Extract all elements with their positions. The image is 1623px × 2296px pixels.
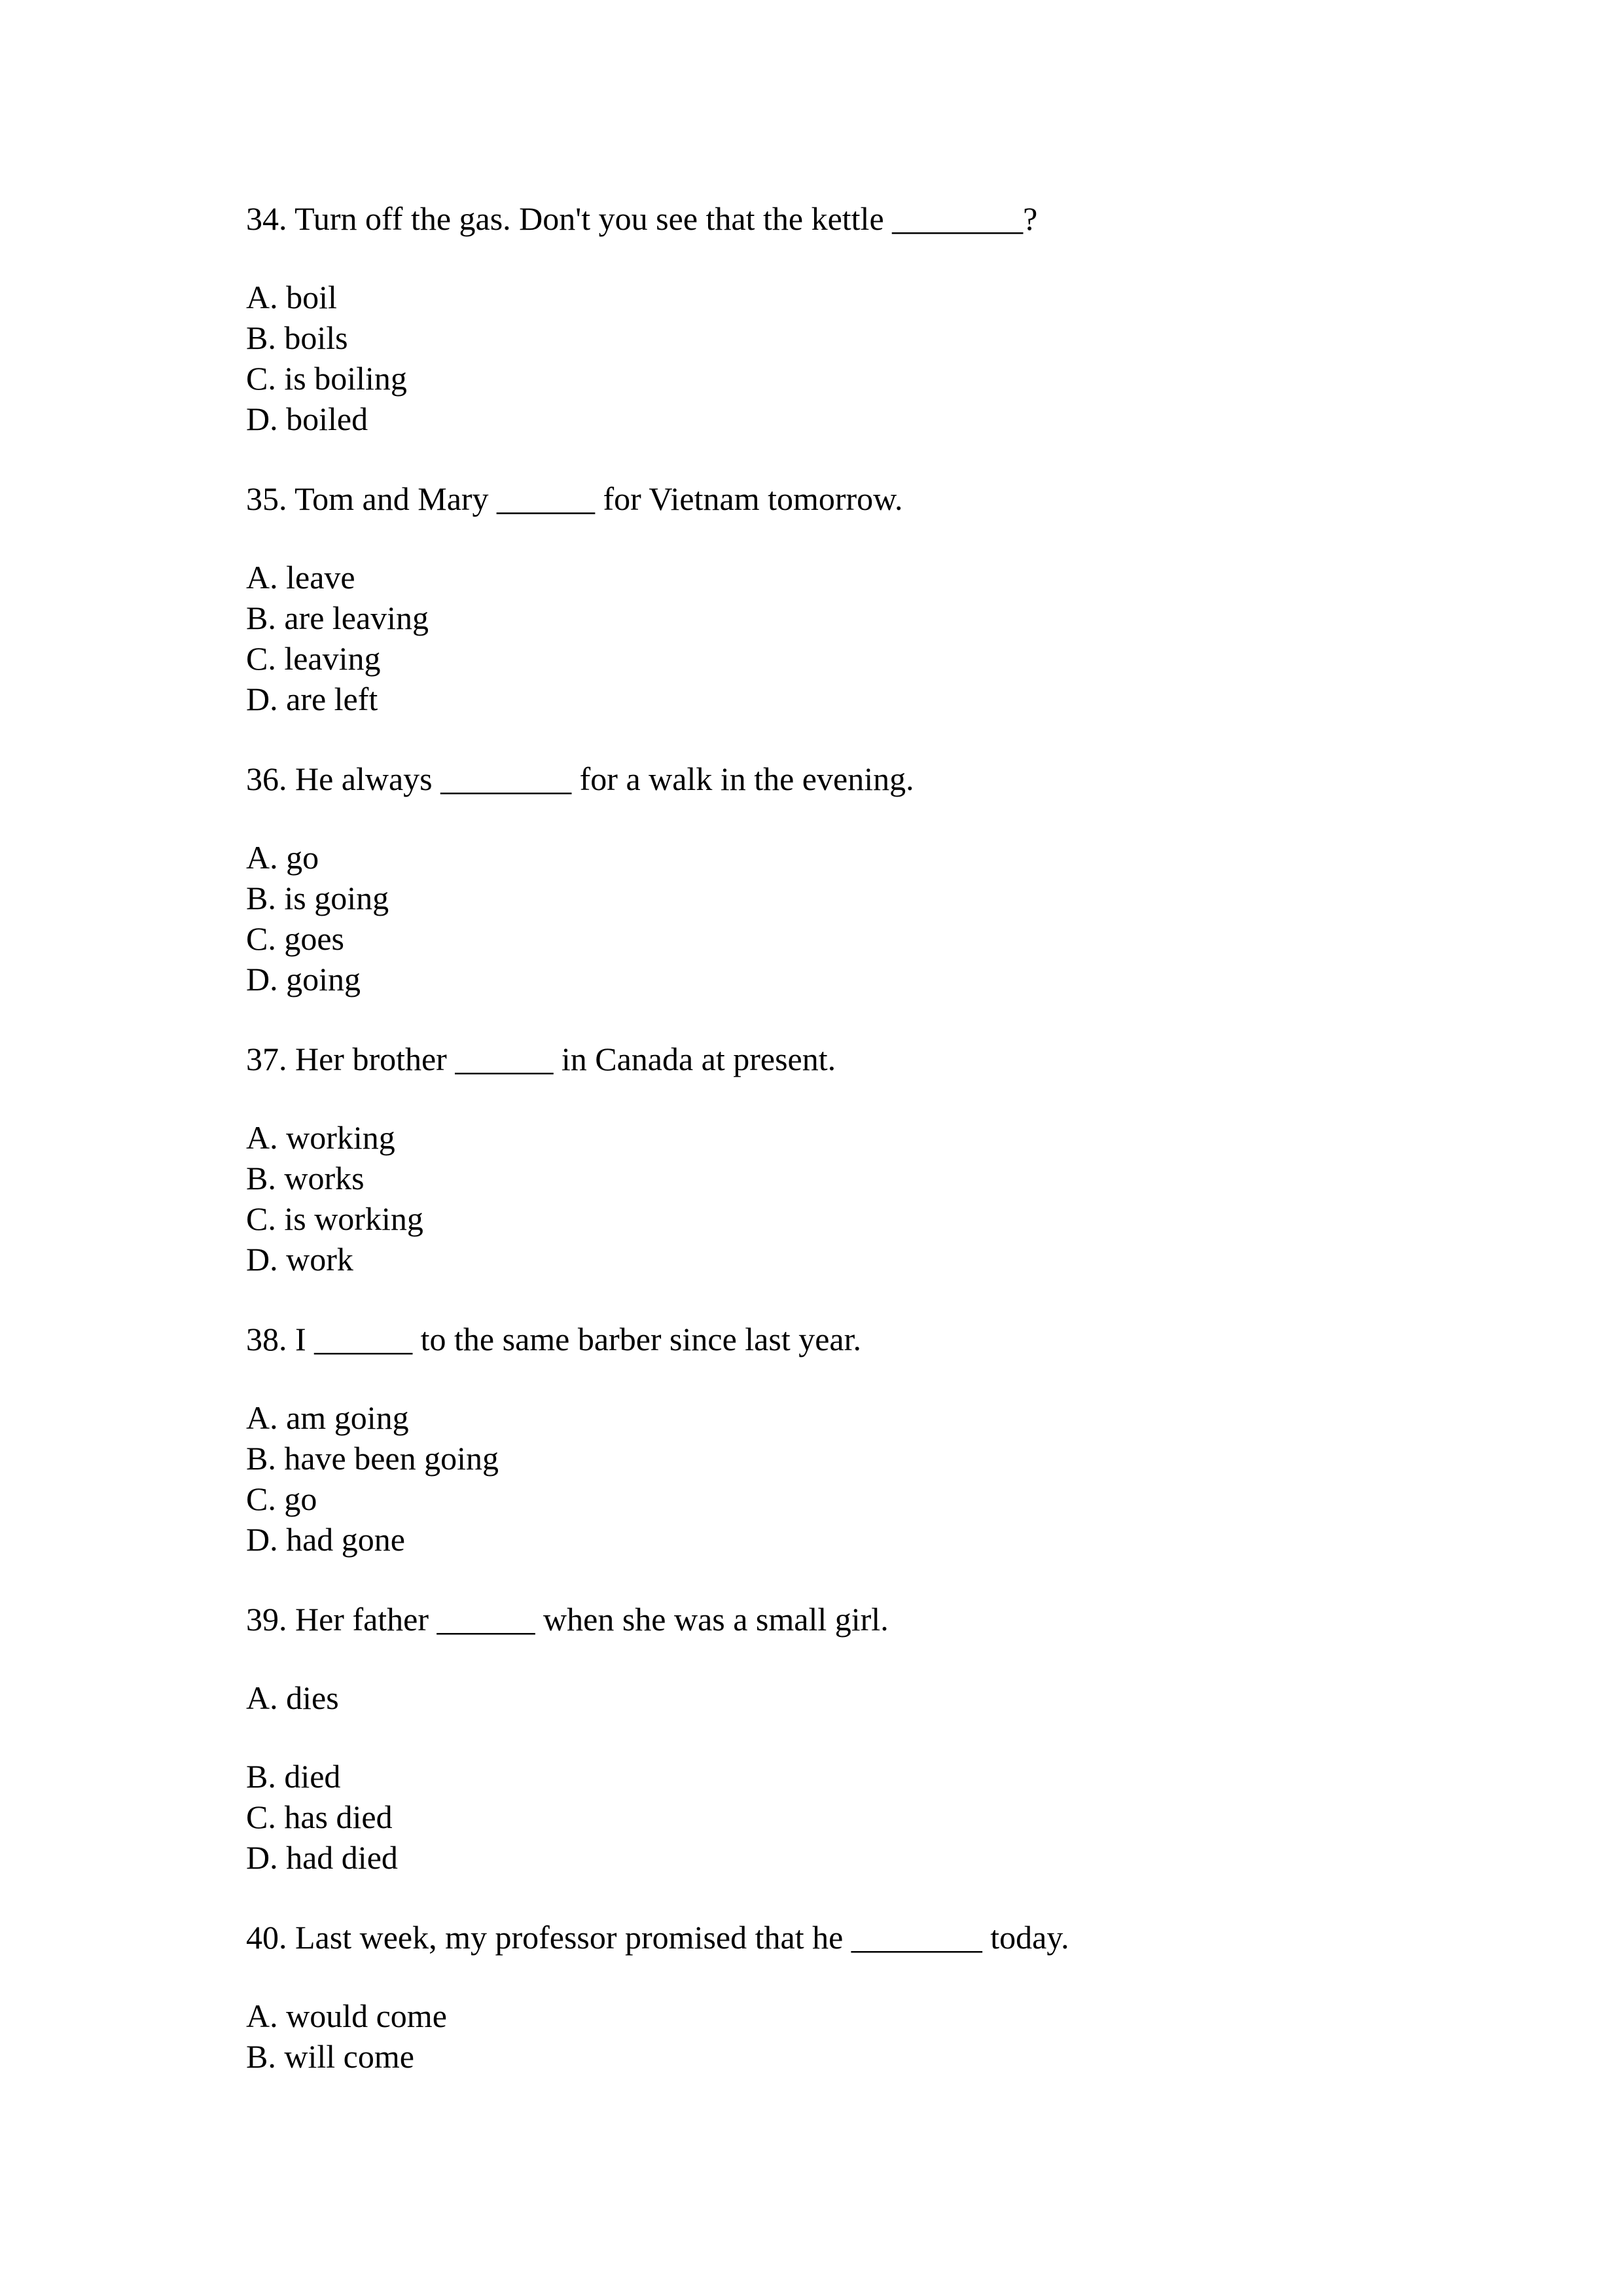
question-39-prompt: 39. Her father ______ when she was a small girl. (246, 1601, 889, 1638)
question-34-option-c: C. is boiling (246, 360, 407, 397)
question-39-option-a: A. dies (246, 1679, 339, 1716)
question-35-option-d: D. are left (246, 681, 378, 717)
question-34-prompt: 34. Turn off the gas. Don't you see that the kettle ________? (246, 200, 1038, 237)
question-40-prompt: 40. Last week, my professor promised that he ________ today. (246, 1919, 1069, 1956)
question-34-option-d: D. boiled (246, 401, 368, 437)
question-40-option-b: B. will come (246, 2038, 414, 2075)
question-37-option-d: D. work (246, 1241, 353, 1278)
question-37-option-c: C. is working (246, 1200, 423, 1237)
question-35-option-a: A. leave (246, 559, 355, 596)
question-35-prompt: 35. Tom and Mary ______ for Vietnam tomorrow. (246, 480, 903, 517)
question-34-option-b: B. boils (246, 319, 348, 356)
question-38-option-c: C. go (246, 1480, 317, 1517)
question-39-option-b: B. died (246, 1758, 341, 1795)
question-39-option-d: D. had died (246, 1839, 398, 1876)
question-37-option-a: A. working (246, 1119, 395, 1156)
question-36-option-d: D. going (246, 961, 361, 997)
question-34-option-a: A. boil (246, 279, 337, 315)
question-36-prompt: 36. He always ________ for a walk in the evening. (246, 761, 914, 797)
question-39-option-c: C. has died (246, 1799, 393, 1835)
question-38-option-d: D. had gone (246, 1521, 405, 1558)
question-37-prompt: 37. Her brother ______ in Canada at present. (246, 1041, 836, 1077)
question-36-option-c: C. goes (246, 920, 344, 957)
question-36-option-b: B. is going (246, 880, 389, 916)
question-38-option-b: B. have been going (246, 1440, 499, 1477)
question-38-option-a: A. am going (246, 1399, 409, 1436)
question-40-option-a: A. would come (246, 1998, 447, 2034)
question-35-option-b: B. are leaving (246, 600, 429, 636)
question-36-option-a: A. go (246, 839, 319, 876)
question-38-prompt: 38. I ______ to the same barber since last year. (246, 1321, 861, 1357)
question-37-option-b: B. works (246, 1160, 365, 1196)
question-35-option-c: C. leaving (246, 640, 381, 677)
